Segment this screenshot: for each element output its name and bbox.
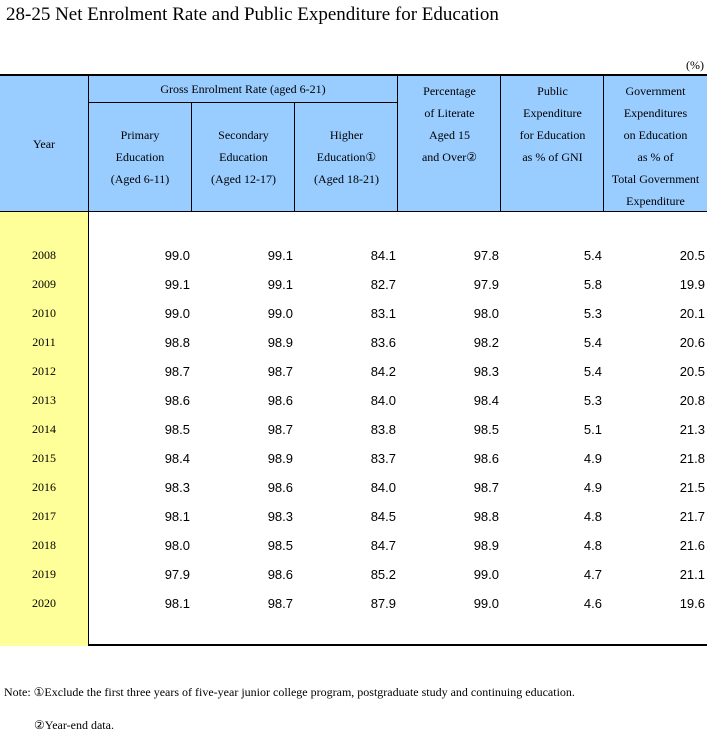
value-cell-gov: 21.6 xyxy=(679,538,705,553)
value-cell-literate: 98.8 xyxy=(473,509,499,524)
header-literate-line: Aged 15 xyxy=(428,128,470,142)
value-cell-primary: 98.1 xyxy=(164,596,190,611)
header-secondary-line: (Aged 12-17) xyxy=(211,172,276,186)
column-divider xyxy=(191,102,192,212)
value-cell-secondary: 98.7 xyxy=(267,596,293,611)
education-table xyxy=(0,74,707,646)
header-gov-exp-line: on Education xyxy=(623,128,688,142)
year-cell: 2010 xyxy=(32,306,56,320)
value-cell-higher: 84.2 xyxy=(370,364,396,379)
header-public-exp xyxy=(501,76,604,212)
value-cell-literate: 98.3 xyxy=(473,364,499,379)
value-cell-primary: 98.3 xyxy=(164,480,190,495)
value-cell-secondary: 98.6 xyxy=(267,393,293,408)
header-higher-line: Higher xyxy=(329,128,364,142)
value-cell-higher: 84.5 xyxy=(370,509,396,524)
value-cell-gov: 19.6 xyxy=(679,596,705,611)
value-cell-public: 4.7 xyxy=(583,567,602,582)
value-cell-secondary: 99.1 xyxy=(267,248,293,263)
value-cell-gov: 21.7 xyxy=(679,509,705,524)
value-cell-gov: 20.8 xyxy=(679,393,705,408)
header-gov-exp-line: Expenditure xyxy=(626,194,685,208)
value-cell-primary: 98.5 xyxy=(164,422,190,437)
header-divider xyxy=(88,102,398,103)
value-cell-literate: 98.7 xyxy=(473,480,499,495)
value-cell-secondary: 98.7 xyxy=(267,364,293,379)
value-cell-literate: 98.6 xyxy=(473,451,499,466)
column-divider xyxy=(294,102,295,212)
value-cell-higher: 83.8 xyxy=(370,422,396,437)
value-cell-public: 5.4 xyxy=(583,364,602,379)
value-cell-secondary: 98.6 xyxy=(267,567,293,582)
value-cell-gov: 21.8 xyxy=(679,451,705,466)
year-cell: 2018 xyxy=(32,538,56,552)
value-cell-literate: 99.0 xyxy=(473,596,499,611)
header-public-exp-line: Public xyxy=(537,84,568,98)
value-cell-literate: 98.4 xyxy=(473,393,499,408)
value-cell-higher: 84.7 xyxy=(370,538,396,553)
value-cell-public: 5.3 xyxy=(583,306,602,321)
value-cell-literate: 98.2 xyxy=(473,335,499,350)
value-cell-public: 4.8 xyxy=(583,538,602,553)
value-cell-literate: 99.0 xyxy=(473,567,499,582)
page-title: 28-25 Net Enrolment Rate and Public Expenditure for Education xyxy=(6,4,499,25)
header-gov-exp xyxy=(604,76,707,212)
column-divider xyxy=(603,76,604,212)
value-cell-gov: 20.5 xyxy=(679,248,705,263)
header-gov-exp-line: Total Government xyxy=(611,172,700,186)
year-cell: 2015 xyxy=(32,451,56,465)
value-cell-secondary: 98.6 xyxy=(267,480,293,495)
value-cell-primary: 98.0 xyxy=(164,538,190,553)
value-cell-literate: 98.5 xyxy=(473,422,499,437)
value-cell-secondary: 98.3 xyxy=(267,509,293,524)
value-cell-primary: 97.9 xyxy=(164,567,190,582)
value-cell-primary: 99.0 xyxy=(164,306,190,321)
header-higher-line: Education① xyxy=(316,150,377,164)
header-literate xyxy=(398,76,501,212)
value-cell-primary: 98.1 xyxy=(164,509,190,524)
header-primary xyxy=(88,102,192,212)
year-cell: 2011 xyxy=(32,335,56,349)
header-year xyxy=(0,76,88,212)
value-cell-gov: 21.3 xyxy=(679,422,705,437)
value-cell-public: 4.6 xyxy=(583,596,602,611)
header-secondary-line: Secondary xyxy=(218,128,269,142)
value-cell-higher: 83.1 xyxy=(370,306,396,321)
value-cell-primary: 98.8 xyxy=(164,335,190,350)
header-gross-group-label: Gross Enrolment Rate (aged 6-21) xyxy=(160,82,326,96)
header-higher xyxy=(295,102,398,212)
header-literate-line: of Literate xyxy=(424,106,475,120)
value-cell-gov: 20.5 xyxy=(679,364,705,379)
header-secondary-line: Education xyxy=(219,150,268,164)
column-divider xyxy=(88,76,89,646)
header-gov-exp-line: as % of xyxy=(637,150,674,164)
value-cell-secondary: 98.9 xyxy=(267,451,293,466)
header-public-exp-line: Expenditure xyxy=(523,106,582,120)
value-cell-secondary: 98.5 xyxy=(267,538,293,553)
year-cell: 2017 xyxy=(32,509,56,523)
year-cell: 2016 xyxy=(32,480,56,494)
value-cell-gov: 20.6 xyxy=(679,335,705,350)
value-cell-public: 5.4 xyxy=(583,248,602,263)
header-primary-line: Education xyxy=(115,150,165,164)
value-cell-public: 4.8 xyxy=(583,509,602,524)
value-cell-higher: 85.2 xyxy=(370,567,396,582)
value-cell-gov: 19.9 xyxy=(679,277,705,292)
footnote-2: ②Year-end data. xyxy=(34,718,114,732)
value-cell-public: 5.1 xyxy=(583,422,602,437)
year-cell: 2013 xyxy=(32,393,56,407)
header-public-exp-line: for Education xyxy=(519,128,586,142)
value-cell-public: 4.9 xyxy=(583,451,602,466)
header-gov-exp-line: Government xyxy=(625,84,686,98)
value-cell-primary: 98.4 xyxy=(164,451,190,466)
year-cell: 2020 xyxy=(32,596,56,610)
header-bottom-line xyxy=(0,211,707,212)
footnote-1: Note: ①Exclude the first three years of five-year junior college program, postgraduate study and continuing education. xyxy=(4,685,575,699)
value-cell-secondary: 98.9 xyxy=(267,335,293,350)
header-secondary xyxy=(192,102,295,212)
value-cell-higher: 83.6 xyxy=(370,335,396,350)
year-cell: 2008 xyxy=(32,248,56,262)
value-cell-higher: 84.0 xyxy=(370,393,396,408)
value-cell-primary: 99.0 xyxy=(164,248,190,263)
year-cell: 2012 xyxy=(32,364,56,378)
value-cell-higher: 84.1 xyxy=(370,248,396,263)
value-cell-higher: 83.7 xyxy=(370,451,396,466)
header-gov-exp-line: Expenditures xyxy=(623,106,688,120)
value-cell-public: 5.4 xyxy=(583,335,602,350)
header-higher-line: (Aged 18-21) xyxy=(314,172,379,186)
header-gross-group xyxy=(88,76,398,102)
year-cell: 2009 xyxy=(32,277,56,291)
value-cell-gov: 21.5 xyxy=(679,480,705,495)
value-cell-higher: 87.9 xyxy=(370,596,396,611)
value-cell-secondary: 99.1 xyxy=(267,277,293,292)
header-literate-line: and Over② xyxy=(421,150,478,164)
header-primary-line: (Aged 6-11) xyxy=(110,172,170,186)
year-cell: 2014 xyxy=(32,422,56,436)
value-cell-higher: 82.7 xyxy=(370,277,396,292)
header-year-label: Year xyxy=(32,137,56,151)
value-cell-public: 4.9 xyxy=(583,480,602,495)
value-cell-public: 5.3 xyxy=(583,393,602,408)
value-cell-gov: 21.1 xyxy=(679,567,705,582)
year-cell: 2019 xyxy=(32,567,56,581)
header-literate-line: Percentage xyxy=(423,84,476,98)
value-cell-primary: 98.7 xyxy=(164,364,190,379)
value-cell-secondary: 98.7 xyxy=(267,422,293,437)
value-cell-secondary: 99.0 xyxy=(267,306,293,321)
header-primary-line: Primary xyxy=(120,128,160,142)
value-cell-primary: 99.1 xyxy=(164,277,190,292)
column-divider xyxy=(397,76,398,212)
value-cell-literate: 98.0 xyxy=(473,306,499,321)
column-divider xyxy=(500,76,501,212)
header-public-exp-line: as % of GNI xyxy=(522,150,583,164)
value-cell-literate: 98.9 xyxy=(473,538,499,553)
value-cell-public: 5.8 xyxy=(583,277,602,292)
value-cell-literate: 97.9 xyxy=(473,277,499,292)
value-cell-higher: 84.0 xyxy=(370,480,396,495)
value-cell-gov: 20.1 xyxy=(679,306,705,321)
unit-label: (%) xyxy=(686,58,704,72)
value-cell-literate: 97.8 xyxy=(473,248,499,263)
value-cell-primary: 98.6 xyxy=(164,393,190,408)
